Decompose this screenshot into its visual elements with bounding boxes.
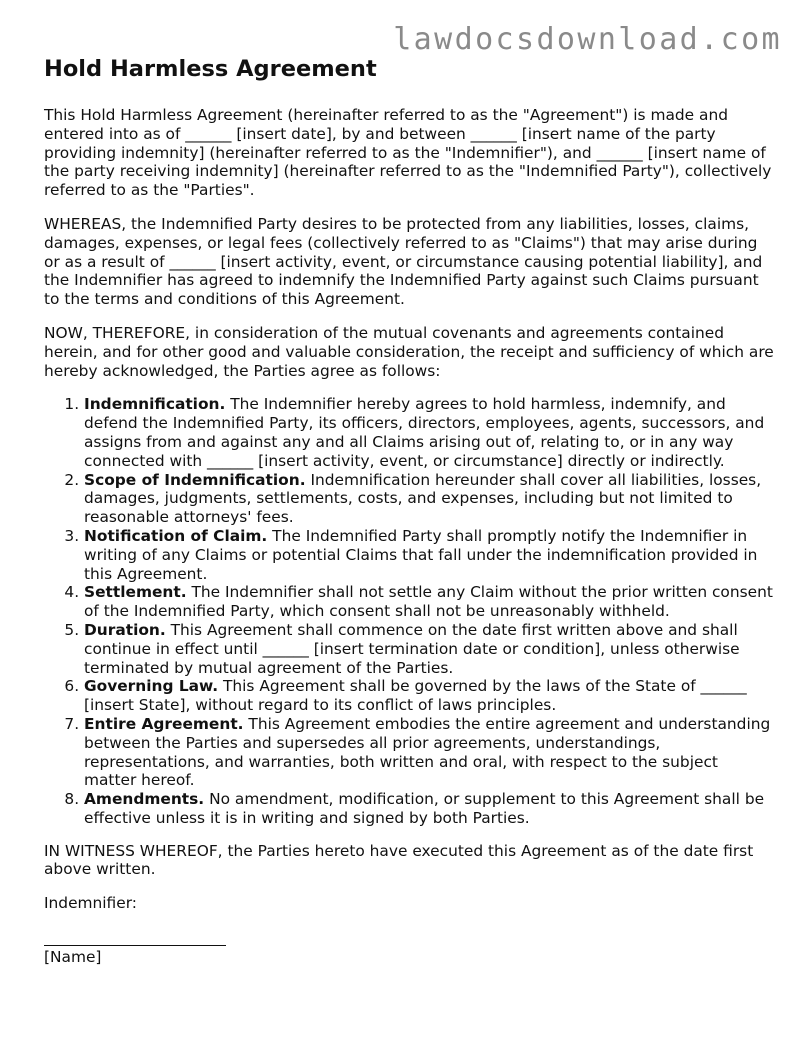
now-therefore-paragraph: NOW, THEREFORE, in consideration of the mutual covenants and agreements contained herein, and for other good and valuable consideration, the receipt and sufficiency of which are hereby acknowledged, the Parties agree as follows: xyxy=(44,323,774,380)
witness-paragraph: IN WITNESS WHEREOF, the Parties hereto have executed this Agreement as of the date first above written. xyxy=(44,841,754,879)
clause-item xyxy=(84,790,774,828)
signature-name-placeholder: [Name] xyxy=(44,948,102,967)
clause-text: This Agreement shall be governed by the laws of the State of ______ [insert State], without regard to its conflict of laws principles. xyxy=(84,677,747,715)
clause-heading: Duration. xyxy=(84,620,166,639)
clause-heading: Notification of Claim. xyxy=(84,526,268,545)
signature-label: Indemnifier: xyxy=(44,894,137,913)
document-body xyxy=(44,54,774,967)
intro-paragraph: This Hold Harmless Agreement (hereinafter referred to as the "Agreement") is made and entered into as of ______ [insert date], by and between ______ [insert name of the party providing indemnity] (hereinafter referred to as the "Indemnifier"), and ______ [insert name of the party receiving indemnity] (hereinafter referred to as the "Indemnified Party"), collectively referred to as the "Parties". xyxy=(44,106,772,200)
clause-text: The Indemnifier shall not settle any Claim without the prior written consent of the Indemnified Party, which consent shall not be unreasonably withheld. xyxy=(84,583,773,621)
watermark: lawdocsdownload.com xyxy=(393,22,782,57)
clauses-list xyxy=(44,395,774,827)
clause-item xyxy=(84,471,774,527)
clause-heading: Settlement. xyxy=(84,583,187,602)
whereas-paragraph: WHEREAS, the Indemnified Party desires to be protected from any liabilities, losses, claims, damages, expenses, or legal fees (collectively referred to as "Claims") that may arise during or as a result of ______ [insert activity, event, or circumstance causing potential liability], and the Indemnifier has agreed to indemnify the Indemnified Party against such Claims pursuant to the terms and conditions of this Agreement. xyxy=(44,214,763,309)
document-title: Hold Harmless Agreement xyxy=(44,56,377,82)
clause-text: No amendment, modification, or supplement to this Agreement shall be effective unless it is in writing and signed by both Parties. xyxy=(84,790,765,827)
clause-item xyxy=(84,583,774,621)
clause-heading: Scope of Indemnification. xyxy=(84,470,306,489)
clause-item xyxy=(84,715,774,790)
clause-item xyxy=(84,677,774,715)
clause-text: The Indemnified Party shall promptly notify the Indemnifier in writing of any Claims or potential Claims that fall under the indemnification provided in this Agreement. xyxy=(84,526,758,583)
clause-item xyxy=(84,621,774,677)
clause-text: Indemnification hereunder shall cover all liabilities, losses, damages, judgments, settlements, costs, and expenses, including but not limited to reasonable attorneys' fees. xyxy=(84,470,762,527)
clause-heading: Indemnification. xyxy=(84,395,226,414)
clause-text: This Agreement shall commence on the date first written above and shall continue in effect until ______ [insert termination date or condition], unless otherwise terminated by mutual agreement of the Parties. xyxy=(84,620,740,677)
clause-heading: Amendments. xyxy=(84,790,205,809)
clause-heading: Entire Agreement. xyxy=(84,714,244,733)
clause-item xyxy=(84,395,774,470)
clause-heading: Governing Law. xyxy=(84,677,219,696)
clause-text: The Indemnifier hereby agrees to hold harmless, indemnify, and defend the Indemnified Party, its officers, directors, employees, agents, successors, and assigns from and against any and all Claims arising out of, relating to, or in any way connected with ______ [insert activity, event, or circumstance] directly or indirectly. xyxy=(84,395,765,470)
clause-item xyxy=(84,527,774,583)
signature-line xyxy=(44,935,226,946)
clause-text: This Agreement embodies the entire agreement and understanding between the Parties and supersedes all prior agreements, understandings, representations, and warranties, both written and oral, with respect to the subject matter hereof. xyxy=(84,714,771,790)
